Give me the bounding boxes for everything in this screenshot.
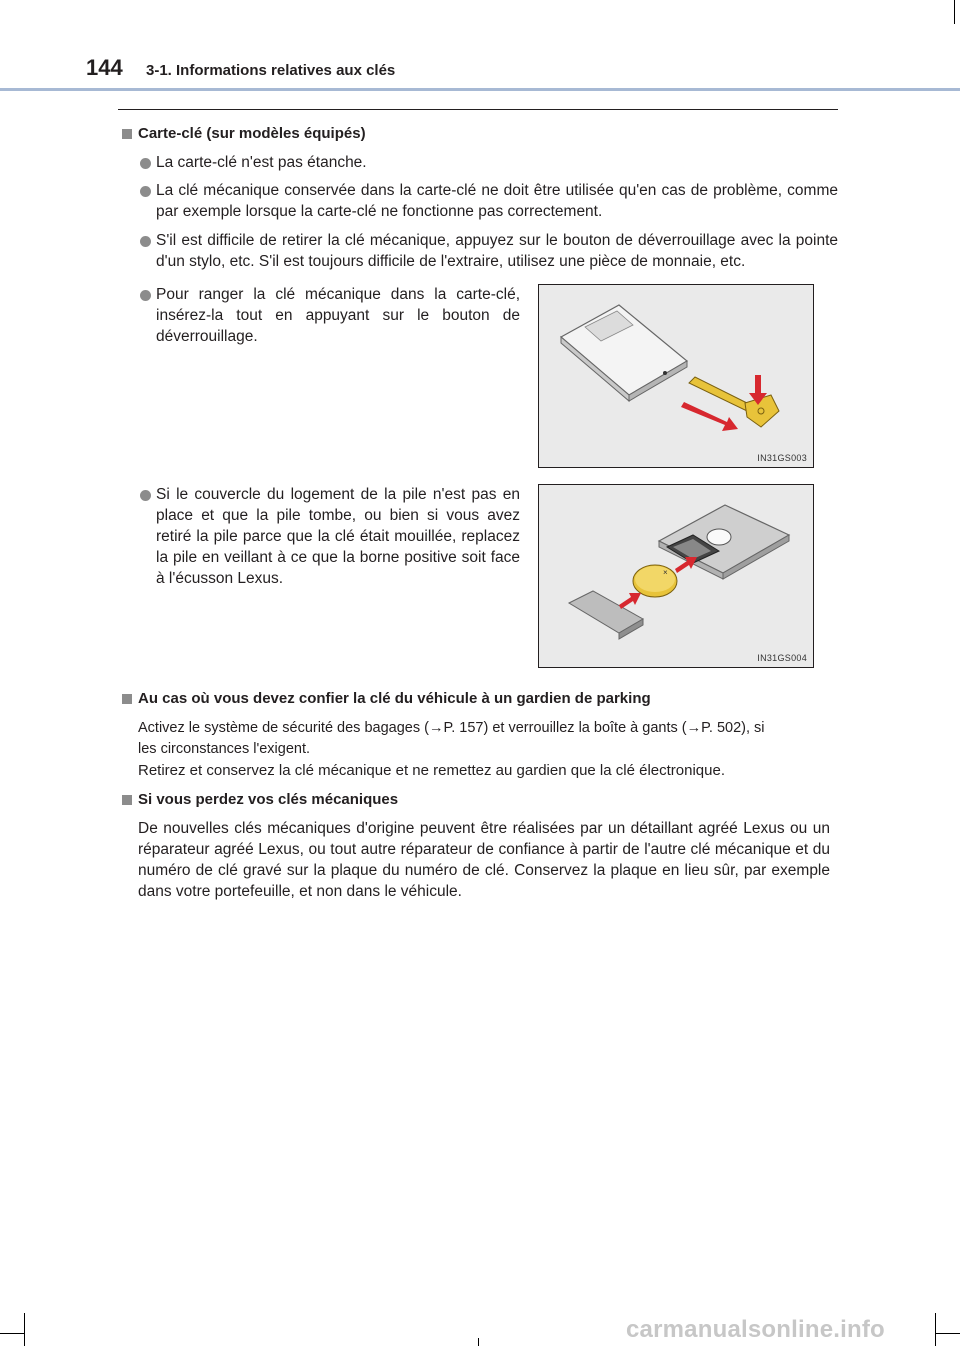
card-key-heading: Carte-clé (sur modèles équipés): [138, 125, 366, 142]
section-title: 3-1. Informations relatives aux clés: [146, 62, 396, 79]
lost-keys-heading: Si vous perdez vos clés mécaniques: [138, 791, 399, 808]
section-rule: [118, 109, 838, 110]
valet-line-2: les circonstances l'exigent.: [138, 741, 311, 757]
crop-mark: [954, 0, 955, 24]
card-key-bullet-5: Si le couvercle du logement de la pile n'est pas en place et que la pile tombe, ou bien si vous avez retiré la pile parce que la clé était mouillée, replacez la pile en veillant à ce que la borne positive soit face à l'écusson Lexus.: [156, 486, 520, 587]
card-key-bullet-1: La carte-clé n'est pas étanche.: [156, 154, 367, 171]
crop-mark: [936, 1333, 960, 1334]
heading-square-icon: [122, 694, 132, 704]
valet-line-1: Activez le système de sécurité des bagages (→P. 157) et verrouillez la boîte à gants (→P. 502), si: [138, 720, 765, 736]
watermark: carmanualsonline.info: [626, 1316, 885, 1343]
lost-keys-text: De nouvelles clés mécaniques d'origine peuvent être réalisées par un détaillant agréé Lexus ou un réparateur agréé Lexus, ou tout autre réparateur de confiance à partir de l'autre clé mécanique et du numéro de clé gravé sur la plaque du numéro de clé. Conservez la plaque en lieu sûr, par exemple dans votre portefeuille, et non dans le véhicule.: [138, 820, 830, 900]
figure-code: IN31GS003: [757, 453, 807, 463]
valet-heading: Au cas où vous devez confier la clé du véhicule à un gardien de parking: [138, 690, 651, 707]
mechanical-key-illustration: [539, 285, 813, 467]
bullet-dot-icon: [140, 490, 151, 501]
bullet-dot-icon: [140, 186, 151, 197]
bullet-dot-icon: [140, 290, 151, 301]
crop-mark: [24, 1313, 25, 1346]
crop-mark: [478, 1338, 479, 1346]
card-key-bullet-4: Pour ranger la clé mécanique dans la carte-clé, insérez-la tout en appuyant sur le bouton de déverrouillage.: [156, 286, 520, 345]
figure-code: IN31GS004: [757, 653, 807, 663]
figure-insert-mechanical-key: [538, 284, 814, 468]
heading-square-icon: [122, 795, 132, 805]
bullet-dot-icon: [140, 158, 151, 169]
card-key-bullet-3: S'il est difficile de retirer la clé mécanique, appuyez sur le bouton de déverrouillage avec la pointe d'un stylo, etc. S'il est toujours difficile de l'extraire, utilisez une pièce de monnaie, etc.: [156, 232, 838, 270]
battery-illustration: [539, 485, 813, 667]
valet-line-3: Retirez et conservez la clé mécanique et ne remettez au gardien que la clé électronique.: [138, 762, 725, 779]
bullet-dot-icon: [140, 236, 151, 247]
crop-mark: [0, 1333, 24, 1334]
crop-mark: [935, 1313, 936, 1346]
heading-square-icon: [122, 129, 132, 139]
header-rule: [0, 88, 960, 91]
figure-battery-replacement: [538, 484, 814, 668]
page-number: 144: [86, 55, 123, 80]
svg-text:×: ×: [663, 568, 668, 577]
card-key-bullet-2: La clé mécanique conservée dans la carte-clé ne doit être utilisée qu'en cas de problème, comme par exemple lorsque la carte-clé ne fonctionne pas correctement.: [156, 182, 838, 220]
